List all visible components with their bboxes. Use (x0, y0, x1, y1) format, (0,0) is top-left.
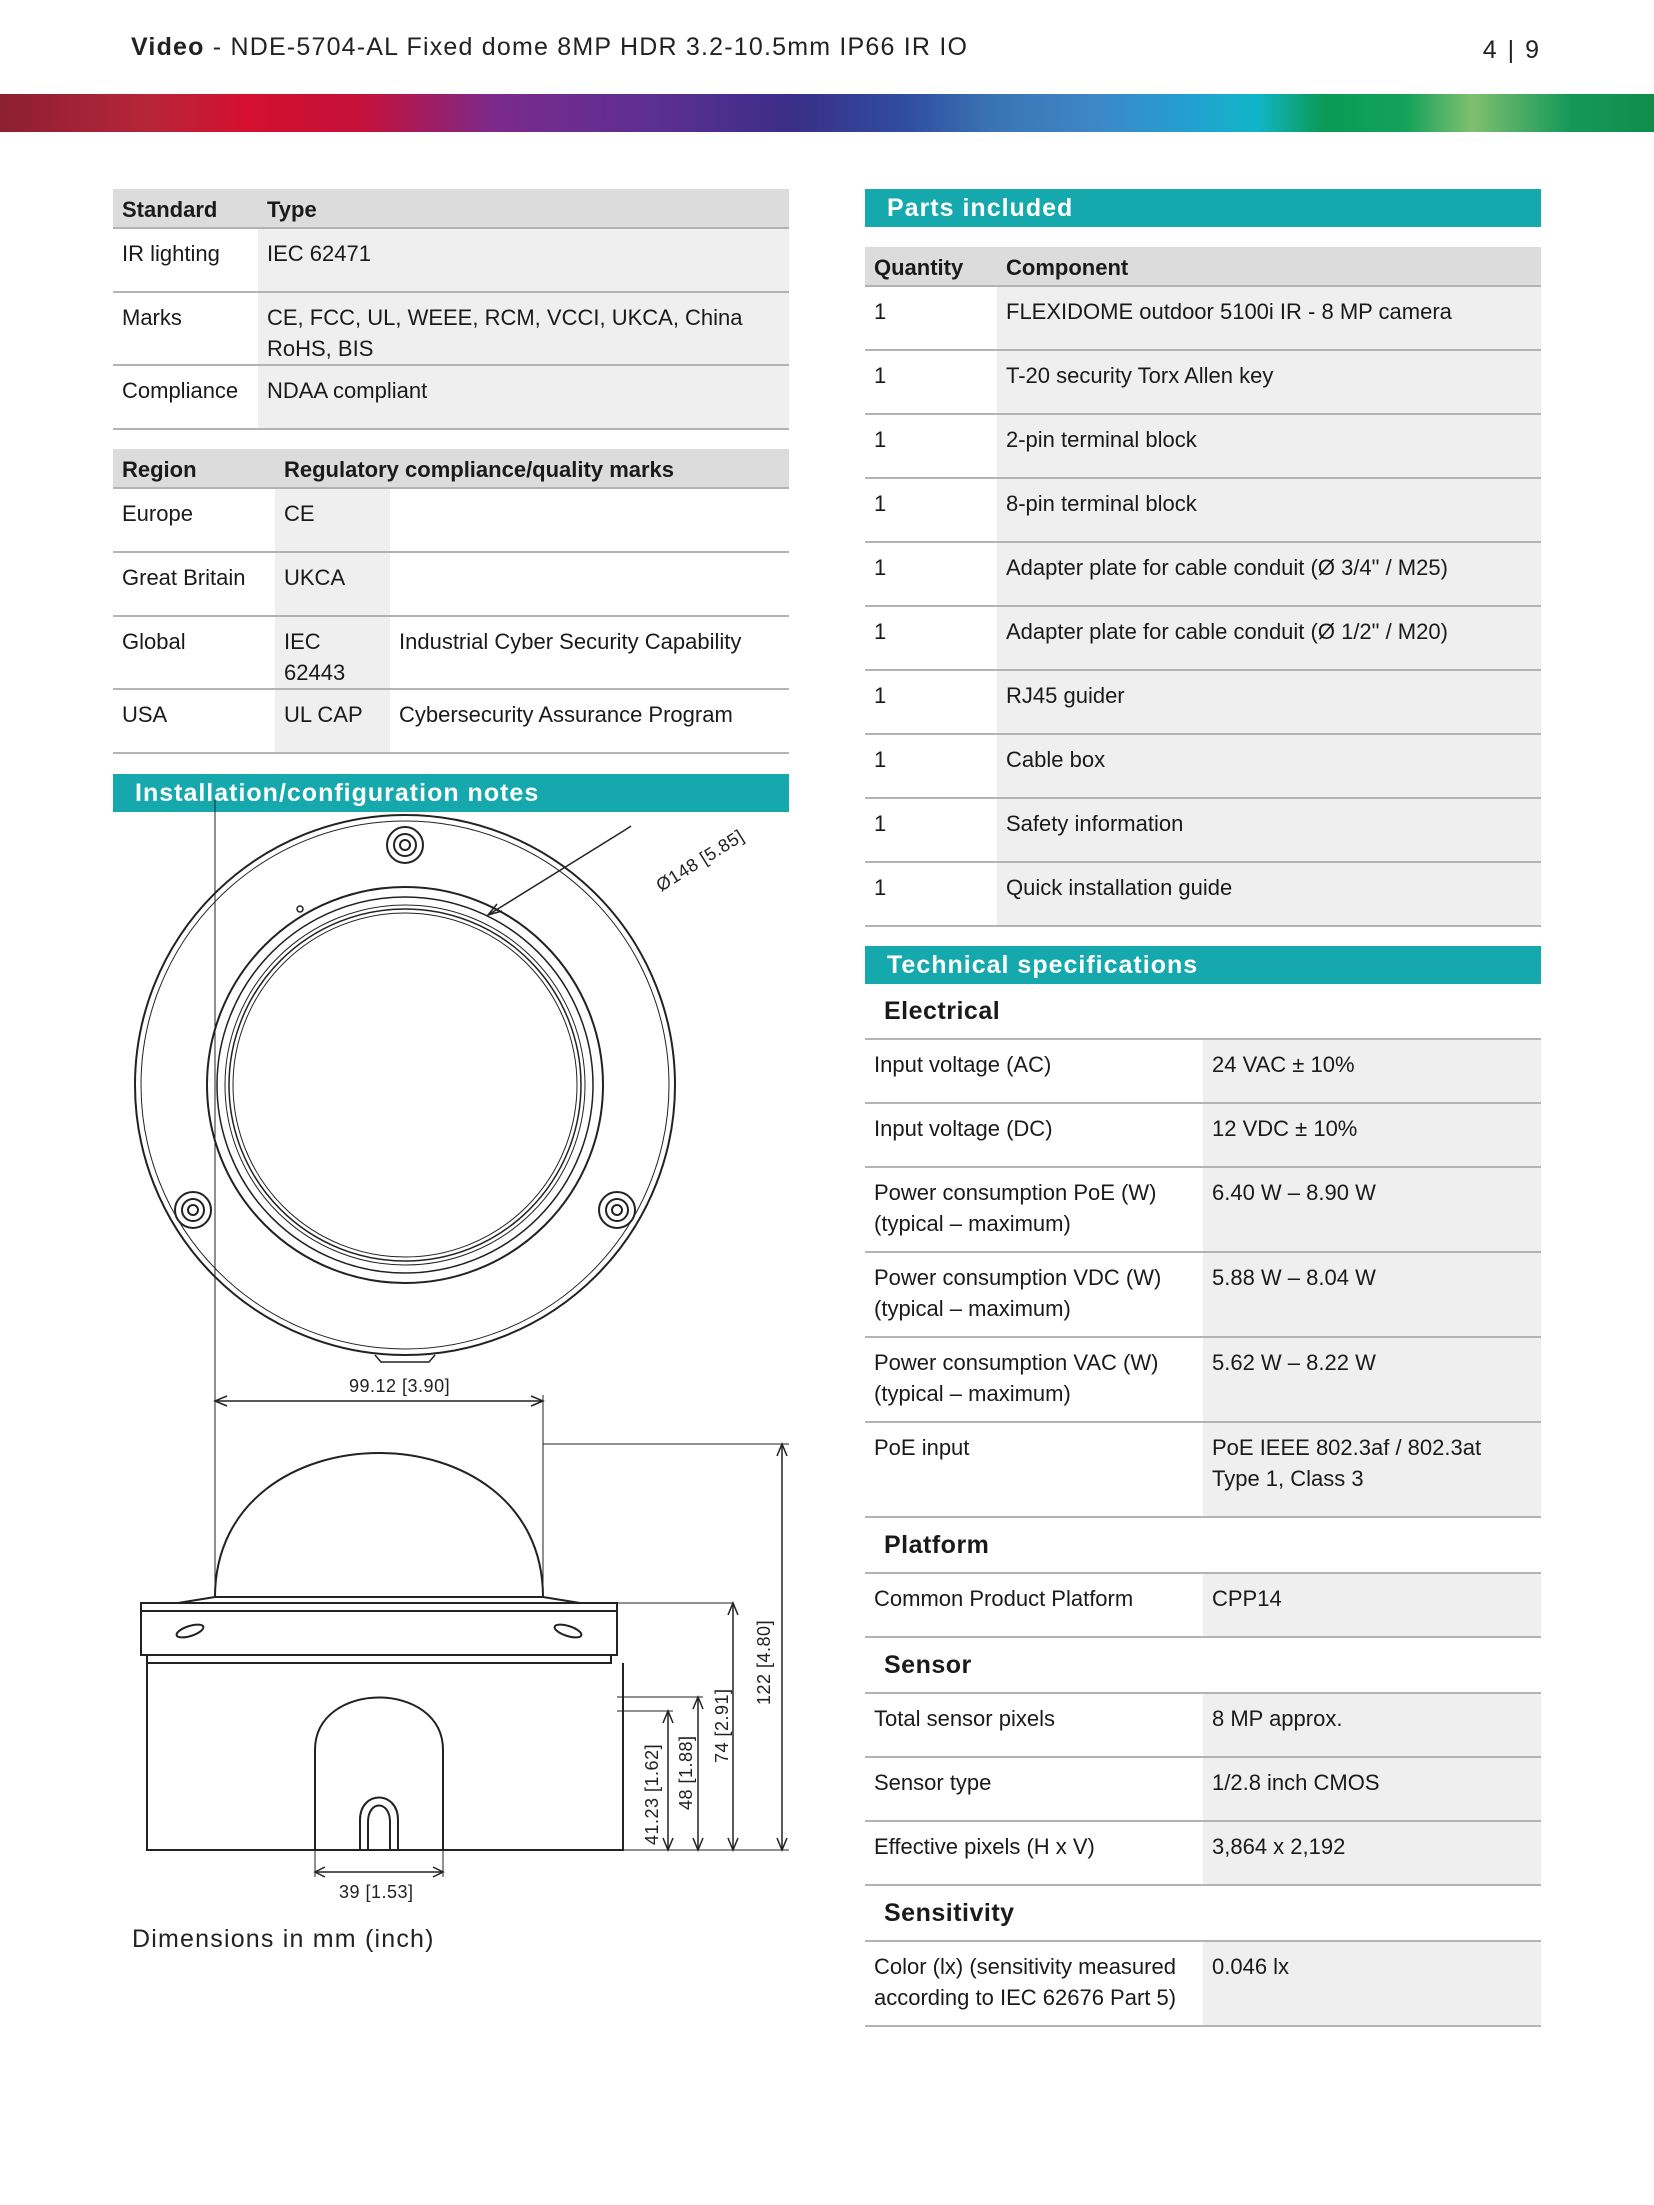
component-cell: 8-pin terminal block (997, 478, 1541, 542)
region-cell: Great Britain (113, 552, 275, 616)
right-column (865, 189, 1541, 2027)
sensor-subheading: Sensor (865, 1638, 1541, 1694)
brand-color-bar (0, 94, 1654, 132)
region-cell: Global (113, 616, 275, 689)
spec-label: Power consumption VDC (W) (typical – maximum) (865, 1252, 1203, 1337)
dome-window (207, 887, 603, 1283)
mark-cell: CE (275, 488, 390, 552)
dim-diameter: Ø148 [5.85] (652, 825, 748, 896)
page-number: 4 | 9 (1482, 36, 1541, 64)
dimension-drawing (113, 800, 789, 1910)
component-cell: Adapter plate for cable conduit (Ø 3/4" / M25) (997, 542, 1541, 606)
spec-label: Input voltage (AC) (865, 1040, 1203, 1103)
component-cell: Cable box (997, 734, 1541, 798)
table-row (865, 734, 1541, 798)
component-cell: Quick installation guide (997, 862, 1541, 926)
spec-label: Input voltage (DC) (865, 1103, 1203, 1167)
component-cell: RJ45 guider (997, 670, 1541, 734)
type-cell: NDAA compliant (258, 365, 789, 429)
qty-cell: 1 (865, 862, 997, 926)
table-row (113, 365, 789, 429)
sensitivity-table (865, 1942, 1541, 2027)
table-row (113, 228, 789, 292)
spec-value: 12 VDC ± 10% (1203, 1103, 1541, 1167)
dim-width: 99.12 [3.90] (349, 1376, 451, 1396)
table-row (865, 350, 1541, 414)
mark-description-cell: Industrial Cyber Security Capability (390, 616, 789, 689)
table-row (865, 478, 1541, 542)
table-row (865, 1757, 1541, 1821)
spec-value: 0.046 lx (1203, 1942, 1541, 2026)
region-cell: USA (113, 689, 275, 753)
table-row (865, 798, 1541, 862)
component-cell: 2-pin terminal block (997, 414, 1541, 478)
techspec-heading: Technical specifications (865, 946, 1541, 984)
spec-value: 3,864 x 2,192 (1203, 1821, 1541, 1885)
table-row (865, 670, 1541, 734)
qty-cell: 1 (865, 734, 997, 798)
region-header-region: Region (113, 449, 275, 488)
header-title: NDE-5704-AL Fixed dome 8MP HDR 3.2-10.5mm IP66 IR IO (230, 33, 969, 61)
sensor-table (865, 1694, 1541, 1886)
component-cell: T-20 security Torx Allen key (997, 350, 1541, 414)
spec-label: Sensor type (865, 1757, 1203, 1821)
mark-description-cell (390, 552, 789, 616)
spec-value: 5.88 W – 8.04 W (1203, 1252, 1541, 1337)
qty-cell: 1 (865, 478, 997, 542)
spec-value: PoE IEEE 802.3af / 802.3at Type 1, Class 3 (1203, 1422, 1541, 1517)
table-row (113, 616, 789, 689)
type-cell: IEC 62471 (258, 228, 789, 292)
spec-label: PoE input (865, 1422, 1203, 1517)
mark-description-cell: Cybersecurity Assurance Program (390, 689, 789, 753)
installation-heading: Installation/configuration notes (113, 774, 789, 812)
spec-label: Power consumption VAC (W) (typical – maximum) (865, 1337, 1203, 1422)
sensitivity-subheading: Sensitivity (865, 1886, 1541, 1942)
standards-header-type: Type (258, 189, 789, 228)
platform-subheading: Platform (865, 1518, 1541, 1574)
dim-height-2: 48 [1.88] (676, 1735, 696, 1810)
table-row (865, 1103, 1541, 1167)
spec-value: 8 MP approx. (1203, 1694, 1541, 1757)
standards-header-standard: Standard (113, 189, 258, 228)
electrical-table (865, 1040, 1541, 1518)
qty-cell: 1 (865, 350, 997, 414)
region-header-marks: Regulatory compliance/quality marks (275, 449, 789, 488)
table-row (865, 1942, 1541, 2026)
qty-cell: 1 (865, 670, 997, 734)
screw-top (387, 827, 423, 863)
dim-height-3: 74 [2.91] (712, 1688, 732, 1763)
mark-cell: UL CAP (275, 689, 390, 753)
dim-height-1: 41.23 [1.62] (642, 1743, 662, 1845)
qty-cell: 1 (865, 798, 997, 862)
table-row (865, 1574, 1541, 1637)
spec-value: 6.40 W – 8.90 W (1203, 1167, 1541, 1252)
qty-cell: 1 (865, 286, 997, 350)
spec-value: 24 VAC ± 10% (1203, 1040, 1541, 1103)
header-separator: - (204, 33, 231, 61)
parts-heading: Parts included (865, 189, 1541, 227)
mark-cell: UKCA (275, 552, 390, 616)
table-row (865, 1422, 1541, 1517)
spec-label: Effective pixels (H x V) (865, 1821, 1203, 1885)
table-row (113, 552, 789, 616)
document-header (131, 33, 968, 62)
table-row (113, 292, 789, 365)
cable-box (315, 1698, 443, 1851)
spec-value: 5.62 W – 8.22 W (1203, 1337, 1541, 1422)
side-dome (215, 1453, 543, 1597)
mark-cell: IEC 62443 (275, 616, 390, 689)
qty-cell: 1 (865, 542, 997, 606)
component-cell: Safety information (997, 798, 1541, 862)
spec-label: Total sensor pixels (865, 1694, 1203, 1757)
table-row (865, 542, 1541, 606)
type-cell: CE, FCC, UL, WEEE, RCM, VCCI, UKCA, China RoHS, BIS (258, 292, 789, 365)
standards-table (113, 189, 789, 430)
table-row (865, 1167, 1541, 1252)
parts-table (865, 247, 1541, 927)
electrical-subheading: Electrical (865, 984, 1541, 1040)
table-row (865, 606, 1541, 670)
region-cell: Europe (113, 488, 275, 552)
spec-value: CPP14 (1203, 1574, 1541, 1637)
region-table (113, 449, 789, 754)
left-column (113, 189, 789, 812)
table-row (865, 862, 1541, 926)
dimensions-caption: Dimensions in mm (inch) (132, 1925, 435, 1953)
outer-ring (135, 815, 675, 1355)
spec-label: Power consumption PoE (W) (typical – maximum) (865, 1167, 1203, 1252)
mark-description-cell (390, 488, 789, 552)
parts-header-component: Component (997, 247, 1541, 286)
parts-header-quantity: Quantity (865, 247, 997, 286)
qty-cell: 1 (865, 414, 997, 478)
table-row (865, 286, 1541, 350)
spec-label: Common Product Platform (865, 1574, 1203, 1637)
table-row (865, 1337, 1541, 1422)
component-cell: FLEXIDOME outdoor 5100i IR - 8 MP camera (997, 286, 1541, 350)
table-row (865, 1821, 1541, 1885)
screw-right (599, 1192, 635, 1228)
standard-cell: IR lighting (113, 228, 258, 292)
platform-table (865, 1574, 1541, 1638)
qty-cell: 1 (865, 606, 997, 670)
component-cell: Adapter plate for cable conduit (Ø 1/2" / M20) (997, 606, 1541, 670)
table-row (865, 414, 1541, 478)
standard-cell: Marks (113, 292, 258, 365)
table-row (865, 1040, 1541, 1103)
dim-conduit: 39 [1.53] (339, 1882, 414, 1902)
standard-cell: Compliance (113, 365, 258, 429)
table-row (865, 1252, 1541, 1337)
dim-height-4: 122 [4.80] (754, 1619, 774, 1705)
header-category: Video (131, 33, 205, 61)
table-row (113, 488, 789, 552)
spec-value: 1/2.8 inch CMOS (1203, 1757, 1541, 1821)
table-row (113, 689, 789, 753)
spec-label: Color (lx) (sensitivity measured according to IEC 62676 Part 5) (865, 1942, 1203, 2026)
table-row (865, 1694, 1541, 1757)
screw-left (175, 1192, 211, 1228)
